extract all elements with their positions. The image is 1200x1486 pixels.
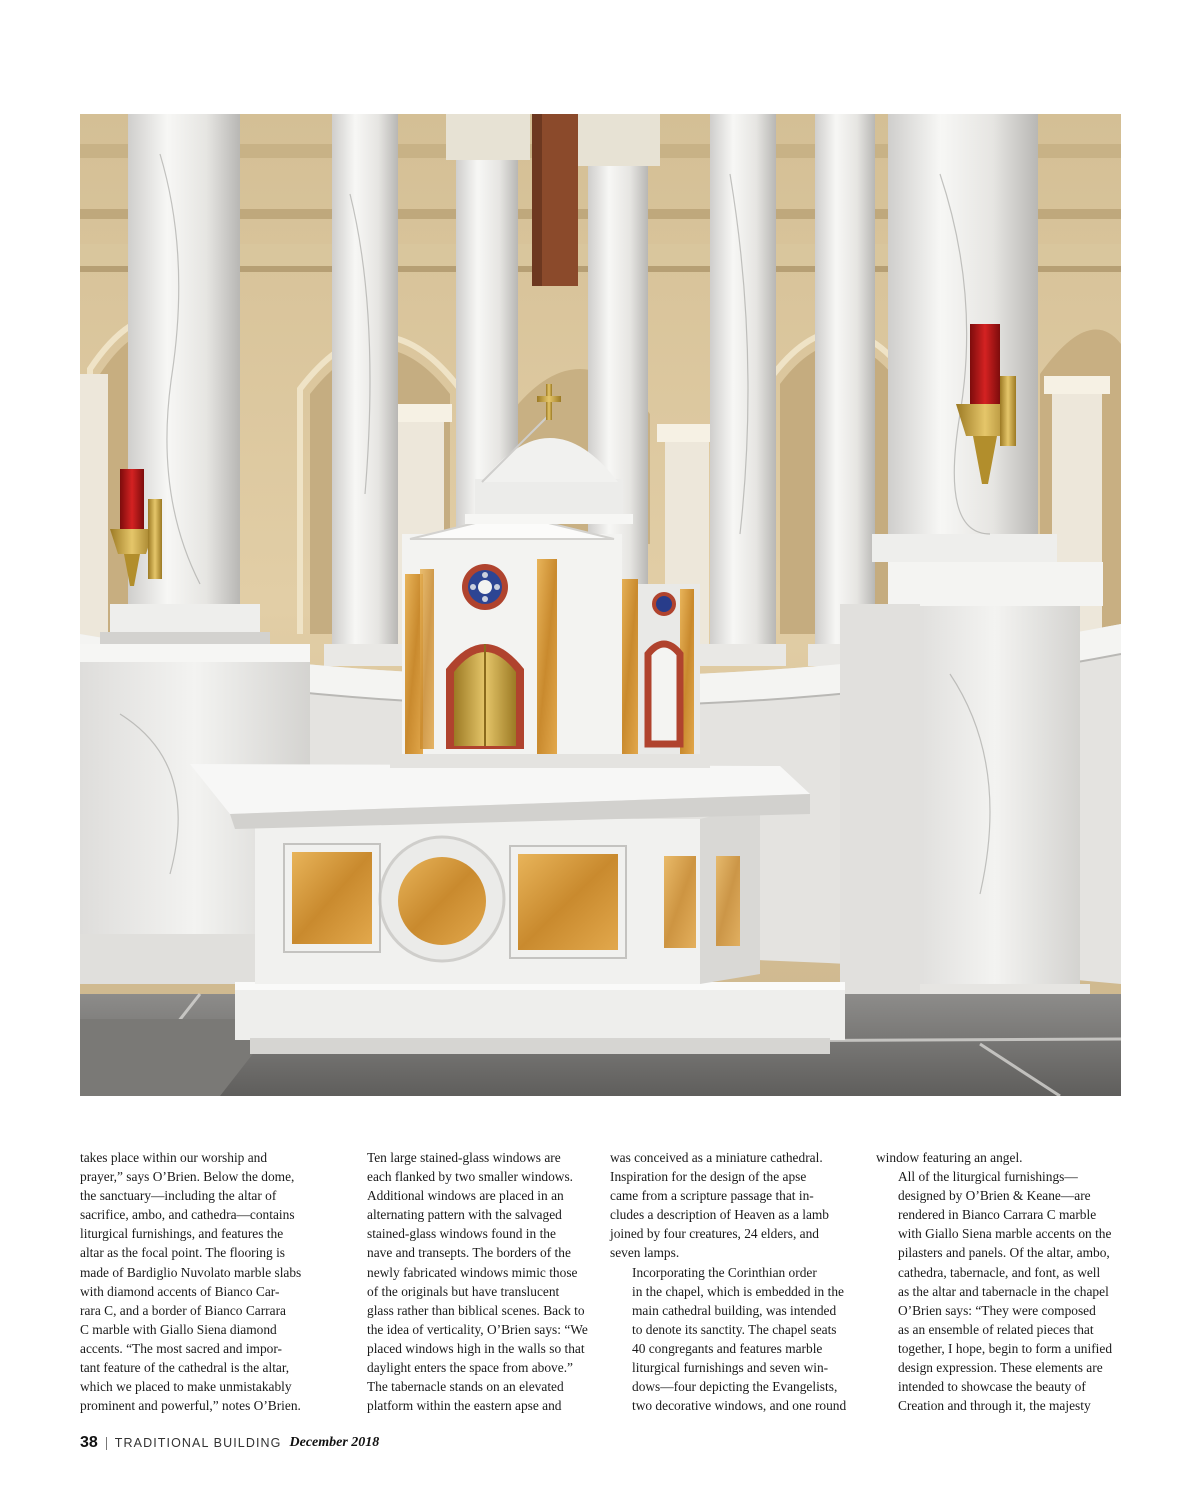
text-line: O’Brien says: “They were composed [898, 1302, 1096, 1318]
paragraph [345, 1377, 591, 1415]
text-line: liturgical furnishings and seven win- [632, 1360, 829, 1376]
text-column-3 [610, 1148, 856, 1415]
chapel-altar-photo [80, 114, 1121, 1096]
footer-divider [106, 1437, 107, 1450]
text-line: platform within the eastern apse and [367, 1398, 562, 1414]
text-line: together, I hope, begin to form a unified [898, 1340, 1113, 1356]
text-line: to denote its sanctity. The chapel seats [632, 1321, 837, 1337]
text-column-4 [876, 1148, 1122, 1415]
text-line: as the altar and tabernacle in the chapel [898, 1283, 1109, 1299]
text-line: intended to showcase the beauty of [898, 1379, 1086, 1395]
article-body [80, 1148, 1121, 1418]
text-line: seven lamps. [610, 1245, 680, 1261]
page-footer [80, 1431, 379, 1455]
text-line: newly fabricated windows mimic those [367, 1264, 578, 1280]
text-line: window featuring an angel. [876, 1150, 1023, 1165]
text-line: dows—four depicting the Evangelists, [632, 1379, 838, 1395]
text-line: Creation and through it, the majesty [898, 1398, 1091, 1414]
text-line: stained-glass windows found in the [367, 1226, 556, 1242]
text-line: as an ensemble of related pieces that [898, 1321, 1094, 1337]
text-line: tant feature of the cathedral is the altar, [80, 1360, 290, 1376]
paragraph [345, 1148, 591, 1377]
text-line: daylight enters the space from above.” [367, 1360, 573, 1376]
text-column-1 [80, 1148, 326, 1415]
text-line: Additional windows are placed in an [367, 1188, 564, 1204]
text-line: in the chapel, which is embedded in the [632, 1283, 844, 1299]
text-line: joined by four creatures, 24 elders, and [610, 1226, 819, 1242]
paragraph [876, 1167, 1122, 1415]
text-line: two decorative windows, and one round [632, 1398, 847, 1414]
text-line: with Giallo Siena marble accents on the [898, 1226, 1112, 1242]
text-line: was conceived as a miniature cathedral. [610, 1150, 823, 1165]
text-line: glass rather than biblical scenes. Back to [367, 1302, 585, 1318]
text-line: each flanked by two smaller windows. [367, 1169, 574, 1185]
text-line: which we placed to make unmistakably [80, 1379, 292, 1395]
text-line: placed windows high in the walls so that [367, 1340, 585, 1356]
paragraph [610, 1148, 856, 1263]
text-line: Incorporating the Corinthian order [632, 1264, 817, 1280]
paragraph [876, 1148, 1122, 1167]
paragraph [610, 1263, 856, 1416]
text-line: the idea of verticality, O’Brien says: “We [367, 1321, 588, 1337]
text-column-2 [345, 1148, 591, 1415]
magazine-title: TRADITIONAL BUILDING [114, 1436, 282, 1450]
chapel-altar-illustration [80, 114, 1121, 1096]
text-line: nave and transepts. The borders of the [367, 1245, 571, 1261]
text-line: altar as the focal point. The flooring is [80, 1245, 286, 1261]
text-line: prominent and powerful,” notes O’Brien. [80, 1398, 301, 1414]
text-line: The tabernacle stands on an elevated [367, 1379, 564, 1395]
text-line: came from a scripture passage that in- [610, 1188, 814, 1204]
text-line: designed by O’Brien & Keane—are [898, 1188, 1091, 1204]
paragraph [80, 1148, 326, 1415]
text-line: Inspiration for the design of the apse [610, 1169, 807, 1185]
text-line: rendered in Bianco Carrara C marble [898, 1207, 1097, 1223]
issue-date: December 2018 [289, 1435, 380, 1450]
text-line: rara C, and a border of Bianco Carrara [80, 1302, 286, 1318]
text-line: cludes a description of Heaven as a lamb [610, 1207, 830, 1223]
text-line: design expression. These elements are [898, 1360, 1103, 1376]
text-line: takes place within our worship and [80, 1150, 268, 1165]
text-line: prayer,” says O’Brien. Below the dome, [80, 1169, 295, 1185]
text-line: Ten large stained-glass windows are [367, 1150, 561, 1165]
text-line: C marble with Giallo Siena diamond [80, 1321, 277, 1337]
text-line: accents. “The most sacred and impor- [80, 1340, 282, 1356]
page-number: 38 [80, 1434, 98, 1451]
text-line: All of the liturgical furnishings— [898, 1169, 1078, 1185]
text-line: made of Bardiglio Nuvolato marble slabs [80, 1264, 302, 1280]
text-line: sacrifice, ambo, and cathedra—contains [80, 1207, 295, 1223]
text-line: alternating pattern with the salvaged [367, 1207, 562, 1223]
text-line: main cathedral building, was intended [632, 1302, 837, 1318]
text-line: pilasters and panels. Of the altar, ambo, [898, 1245, 1110, 1261]
text-line: cathedra, tabernacle, and font, as well [898, 1264, 1101, 1280]
text-line: of the originals but have translucent [367, 1283, 560, 1299]
text-line: 40 congregants and features marble [632, 1340, 823, 1356]
text-line: with diamond accents of Bianco Car- [80, 1283, 280, 1299]
text-line: the sanctuary—including the altar of [80, 1188, 277, 1204]
text-line: liturgical furnishings, and features the [80, 1226, 284, 1242]
